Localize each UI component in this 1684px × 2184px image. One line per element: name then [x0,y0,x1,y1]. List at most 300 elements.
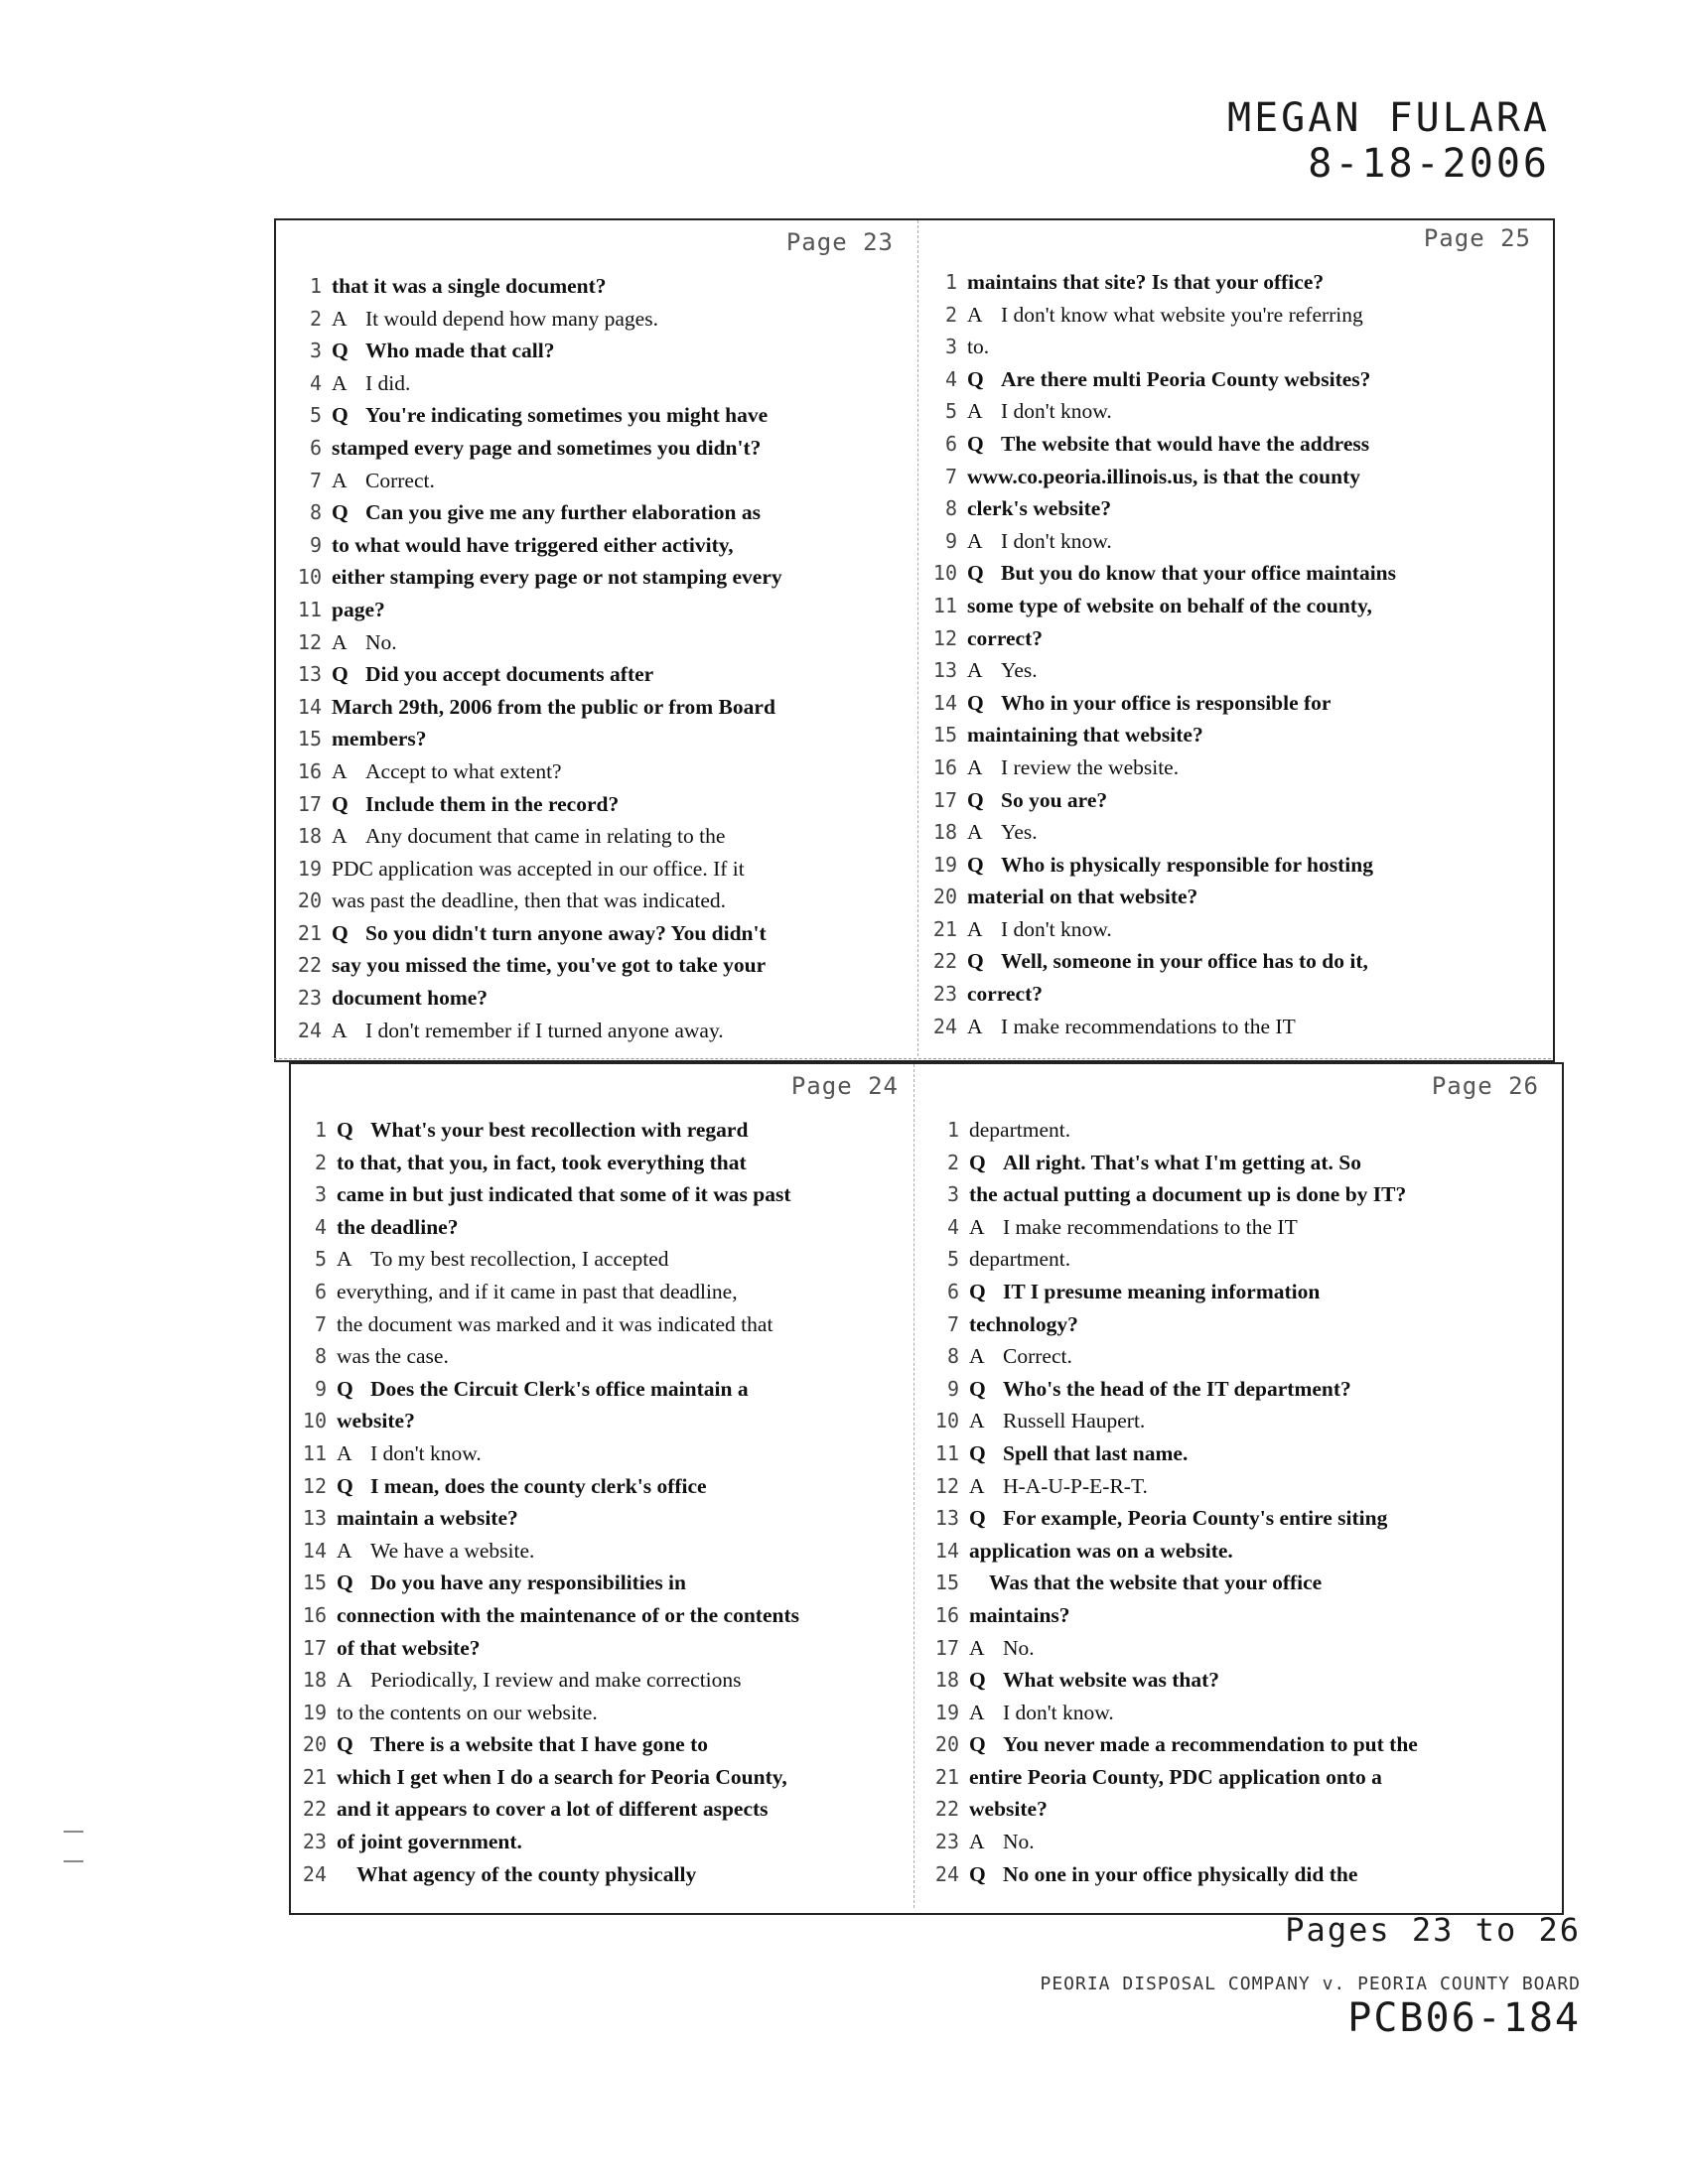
question-marker: Q [337,1570,353,1595]
answer-marker: A [969,1830,985,1854]
line-number: 17 [297,791,322,816]
transcript-line [925,1826,1549,1858]
line-text [332,982,488,1015]
line-number: 3 [309,339,322,363]
line-text [337,1114,748,1147]
answer-text: Correct. [1003,1344,1072,1369]
transcript-line [288,561,904,594]
transcript-lines [288,270,904,1046]
question-text: There is a website that I have gone to [370,1732,709,1757]
question-text: of joint government. [337,1830,522,1854]
question-text: came in but just indicated that some of it was past [337,1182,791,1207]
question-text: What agency of the county physically [356,1861,697,1886]
transcript-line [293,1567,909,1599]
answer-text: to the contents on our website. [337,1700,598,1724]
transcript-line [925,1858,1549,1891]
transcript-line [293,1276,909,1308]
transcript-line [923,978,1541,1011]
transcript-line [923,719,1541,751]
question-text: page? [332,597,385,621]
line-number: 17 [932,787,957,812]
question-text: entire Peoria County, PDC application onto a [969,1764,1382,1789]
question-marker: Q [967,787,984,812]
line-number: 9 [309,532,322,557]
transcript-line [293,1373,909,1406]
answer-text: I don't know. [1001,399,1112,424]
question-marker: Q [967,366,984,391]
line-number: 3 [314,1182,327,1207]
line-text [332,335,555,367]
line-number: 8 [946,1344,959,1369]
line-number: 22 [934,1797,959,1822]
transcript-line [923,590,1541,622]
answer-marker: A [967,754,983,779]
question-marker: Q [332,791,349,816]
line-number: 10 [934,1409,959,1433]
transcript-line [288,432,904,465]
answer-text: I make recommendations to the IT [1003,1214,1298,1239]
question-text: www.co.peoria.illinois.us, is that the county [967,464,1360,488]
line-number: 15 [932,723,957,748]
line-text [332,1015,724,1047]
transcript-line [293,1826,909,1858]
line-text [337,1826,522,1858]
line-number: 15 [302,1570,327,1595]
transcript-line [923,945,1541,978]
answer-text: I don't know. [370,1440,482,1465]
line-text [337,1632,481,1665]
transcript-line [288,335,904,367]
question-text: Was that the website that your office [989,1570,1323,1595]
transcript-line [293,1793,909,1826]
line-text [967,590,1372,622]
transcript-line [925,1114,1549,1147]
line-number: 5 [314,1247,327,1272]
line-text [332,465,435,497]
question-text: and it appears to cover a lot of different aspects [337,1797,769,1822]
line-text [967,331,989,363]
transcript-page [293,1064,909,1908]
transcript-line [923,654,1541,687]
line-number: 4 [314,1214,327,1239]
line-text [967,622,1043,655]
transcript-line [288,1015,904,1047]
question-text: IT I presume meaning information [1003,1279,1321,1303]
line-number: 12 [934,1473,959,1498]
line-number: 7 [944,464,957,488]
answer-marker: A [337,1440,352,1465]
transcript-line [293,1470,909,1503]
line-text [967,525,1112,558]
line-number: 10 [297,565,322,590]
question-text: some type of website on behalf of the county, [967,593,1372,617]
transcript-line [923,395,1541,428]
line-number: 1 [944,270,957,294]
answer-text: Any document that came in relating to the [365,824,726,849]
transcript-line [923,266,1541,299]
line-text [332,723,427,755]
transcript-line [293,1178,909,1211]
answer-marker: A [969,1214,985,1239]
transcript-line [923,525,1541,558]
line-text [337,1405,415,1437]
question-text: that it was a single document? [332,274,607,298]
answer-text: No. [1003,1635,1035,1660]
line-text [967,751,1179,784]
transcript-line [293,1308,909,1341]
question-text: say you missed the time, you've got to take your [332,953,767,978]
transcript-line [923,299,1541,332]
line-text [332,561,782,594]
line-number: 21 [932,916,957,941]
line-number: 2 [944,302,957,327]
line-number: 24 [297,1018,322,1042]
line-text [967,428,1369,461]
line-number: 6 [309,435,322,460]
line-number: 8 [309,500,322,525]
line-text [969,1664,1219,1697]
question-text: Include them in the record? [365,791,620,816]
line-text [967,557,1396,590]
question-marker: Q [967,431,984,456]
transcript-page [925,1064,1549,1908]
transcript-line [293,1632,909,1665]
line-number: 15 [934,1570,959,1595]
line-number: 12 [297,629,322,654]
line-text [969,1632,1035,1665]
transcript-line [288,303,904,336]
line-text [967,395,1112,428]
line-text [967,266,1324,299]
line-number: 19 [297,856,322,881]
question-marker: Q [967,949,984,974]
question-marker: Q [332,662,349,687]
line-number: 9 [944,528,957,553]
line-text [332,529,734,562]
line-number: 6 [946,1279,959,1303]
answer-marker: A [969,1473,985,1498]
answer-text: was past the deadline, then that was indicated. [332,888,727,913]
question-text: Who's the head of the IT department? [1003,1376,1351,1401]
line-number: 12 [932,625,957,650]
answer-marker: A [969,1344,985,1369]
question-text: Who in your office is responsible for [1001,690,1332,715]
line-text [969,1340,1072,1373]
line-number: 6 [944,431,957,456]
question-text: No one in your office physically did the [1003,1861,1358,1886]
answer-marker: A [337,1538,352,1563]
line-text [337,1567,686,1599]
transcript-line [288,270,904,303]
transcript-line [923,849,1541,882]
line-text [332,367,410,400]
transcript-line [923,363,1541,396]
question-text: maintains? [969,1602,1070,1627]
question-text: connection with the maintenance of or the contents [337,1602,799,1627]
line-text [967,719,1203,751]
line-text [969,1728,1418,1761]
transcript-line [288,982,904,1015]
transcript-line [293,1697,909,1729]
question-text: of that website? [337,1635,481,1660]
question-text: What's your best recollection with regard [370,1118,749,1142]
transcript-lines [293,1114,909,1890]
question-text: application was on a website. [969,1538,1233,1563]
line-number: 4 [946,1214,959,1239]
line-text [337,1697,598,1729]
question-marker: Q [337,1473,353,1498]
answer-marker: A [332,468,348,492]
answer-marker: A [967,528,983,553]
line-text [967,816,1038,849]
line-text [969,1211,1298,1244]
line-text [969,1858,1357,1891]
question-text: But you do know that your office maintains [1001,561,1397,586]
line-text [332,399,768,432]
line-number: 10 [932,561,957,586]
answer-text: Russell Haupert. [1003,1409,1146,1433]
page-number: Page 23 [785,228,894,256]
question-text: website? [969,1797,1048,1822]
question-marker: Q [969,1732,986,1757]
line-number: 24 [934,1861,959,1886]
question-marker: Q [969,1150,986,1174]
question-text: Well, someone in your office has to do it, [1001,949,1368,974]
answer-marker: A [967,399,983,424]
transcript-line [923,751,1541,784]
line-text [337,1664,742,1697]
case-title: PEORIA DISPOSAL COMPANY v. PEORIA COUNTY BOARD [1040,1974,1581,1994]
answer-text: To my best recollection, I accepted [370,1247,669,1272]
line-number: 9 [946,1376,959,1401]
transcript-line [925,1664,1549,1697]
question-text: correct? [967,982,1043,1007]
line-number: 14 [934,1538,959,1563]
line-number: 10 [302,1409,327,1433]
answer-marker: A [332,306,348,331]
transcript-line [288,367,904,400]
line-text [337,1728,708,1761]
transcript-line [293,1405,909,1437]
question-marker: Q [337,1118,353,1142]
answer-text: the document was marked and it was indicated that [337,1311,773,1336]
question-text: maintains that site? Is that your office? [967,270,1325,294]
answer-text: to. [967,335,990,359]
answer-text: It would depend how many pages. [365,306,658,331]
line-text [337,1437,482,1470]
question-marker: Q [337,1732,353,1757]
question-text: Did you accept documents after [365,662,654,687]
transcript-line [925,1632,1549,1665]
line-number: 23 [297,986,322,1011]
line-number: 14 [297,694,322,719]
line-number: 20 [934,1732,959,1757]
line-number: 5 [944,399,957,424]
answer-marker: A [332,1018,348,1042]
line-number: 17 [302,1635,327,1660]
line-text [967,461,1360,493]
line-number: 4 [309,370,322,395]
transcript-line [293,1502,909,1535]
transcript-line [293,1728,909,1761]
transcript-line [288,723,904,755]
question-text: Are there multi Peoria County websites? [1001,366,1371,391]
line-text [337,1599,799,1632]
question-marker: Q [337,1376,353,1401]
line-number: 16 [302,1602,327,1627]
line-text [337,1243,669,1276]
line-text [332,626,397,659]
line-number: 3 [946,1182,959,1207]
answer-marker: A [967,916,983,941]
transcript-page [288,220,904,1054]
line-number: 1 [946,1118,959,1142]
answer-text: department. [969,1247,1071,1272]
transcript-line [288,594,904,626]
question-text: For example, Peoria County's entire siting [1003,1506,1388,1531]
question-text: All right. That's what I'm getting at. So [1003,1150,1361,1174]
line-number: 22 [302,1797,327,1822]
line-text [332,594,385,626]
line-number: 2 [309,306,322,331]
line-text [967,687,1331,720]
answer-marker: A [332,370,348,395]
transcript-line [288,755,904,788]
question-text: Who made that call? [365,339,555,363]
line-number: 23 [302,1830,327,1854]
transcript-line [293,1437,909,1470]
line-number: 7 [309,468,322,492]
line-text [332,303,658,336]
answer-text: We have a website. [370,1538,535,1563]
line-number: 16 [297,758,322,783]
line-number: 20 [932,885,957,909]
line-number: 3 [944,335,957,359]
answer-text: Accept to what extent? [365,758,562,783]
transcript-lines [923,266,1541,1042]
line-text [969,1567,1322,1599]
line-number: 2 [314,1150,327,1174]
line-text [967,299,1363,332]
line-number: 12 [302,1473,327,1498]
question-marker: Q [969,1440,986,1465]
line-text [967,492,1111,525]
transcript-line [925,1340,1549,1373]
line-number: 13 [297,662,322,687]
question-text: stamped every page and sometimes you didn't? [332,435,762,460]
transcript-line [288,626,904,659]
question-text: Does the Circuit Clerk's office maintain a [370,1376,749,1401]
question-text: document home? [332,986,489,1011]
line-number: 7 [314,1311,327,1336]
line-number: 8 [314,1344,327,1369]
question-text: The website that would have the address [1001,431,1370,456]
transcript-line [288,788,904,821]
question-text: clerk's website? [967,496,1112,521]
transcript-line [288,917,904,950]
transcript-line [293,1340,909,1373]
question-text: website? [337,1409,415,1433]
question-text: You're indicating sometimes you might have [365,403,769,428]
question-text: So you are? [1001,787,1108,812]
answer-marker: A [969,1700,985,1724]
question-text: to that, that you, in fact, took everything that [337,1150,747,1174]
transcript-line [288,465,904,497]
line-text [967,881,1197,913]
line-number: 14 [302,1538,327,1563]
answer-text: was the case. [337,1344,449,1369]
transcript-line [923,331,1541,363]
line-number: 2 [946,1150,959,1174]
line-number: 18 [297,824,322,849]
question-marker: Q [969,1376,986,1401]
answer-marker: A [969,1635,985,1660]
line-text [969,1502,1387,1535]
line-text [969,1405,1145,1437]
line-text [332,949,766,982]
answer-marker: A [337,1247,352,1272]
line-text [969,1793,1048,1826]
question-text: Do you have any responsibilities in [370,1570,686,1595]
line-text [969,1308,1078,1341]
line-text [332,691,775,724]
answer-text: Yes. [1001,658,1038,683]
line-text [969,1697,1114,1729]
line-number: 20 [297,888,322,913]
question-text: I mean, does the county clerk's office [370,1473,707,1498]
transcript-line [288,885,904,917]
transcript-line [925,1373,1549,1406]
transcript-line [293,1664,909,1697]
question-text: maintain a website? [337,1506,518,1531]
question-text: correct? [967,625,1043,650]
line-number: 14 [932,690,957,715]
transcript-line [293,1599,909,1632]
transcript-line [923,622,1541,655]
line-number: 13 [934,1506,959,1531]
line-text [332,820,725,853]
line-text [969,1373,1351,1406]
line-number: 21 [934,1764,959,1789]
question-marker: Q [969,1506,986,1531]
question-marker: Q [332,500,349,525]
transcript-line [288,691,904,724]
transcript-line [925,1243,1549,1276]
line-text [967,913,1112,946]
line-number: 21 [302,1764,327,1789]
answer-text: H-A-U-P-E-R-T. [1003,1473,1148,1498]
transcript-line [293,1147,909,1179]
line-text [332,885,726,917]
line-number: 13 [302,1506,327,1531]
page-number: Page 25 [1423,224,1531,252]
question-marker: Q [969,1668,986,1693]
question-text: which I get when I do a search for Peoria County, [337,1764,787,1789]
question-text: technology? [969,1311,1078,1336]
question-text: to what would have triggered either activity, [332,532,734,557]
line-text [967,784,1107,817]
answer-marker: A [967,1014,983,1038]
answer-text: I don't know. [1001,528,1112,553]
answer-text: I make recommendations to the IT [1001,1014,1296,1038]
line-number: 22 [932,949,957,974]
question-text: What website was that? [1003,1668,1219,1693]
answer-text: I did. [365,370,411,395]
answer-text: No. [1003,1830,1035,1854]
line-text [337,1211,458,1244]
line-text [969,1243,1070,1276]
answer-text: department. [969,1118,1071,1142]
